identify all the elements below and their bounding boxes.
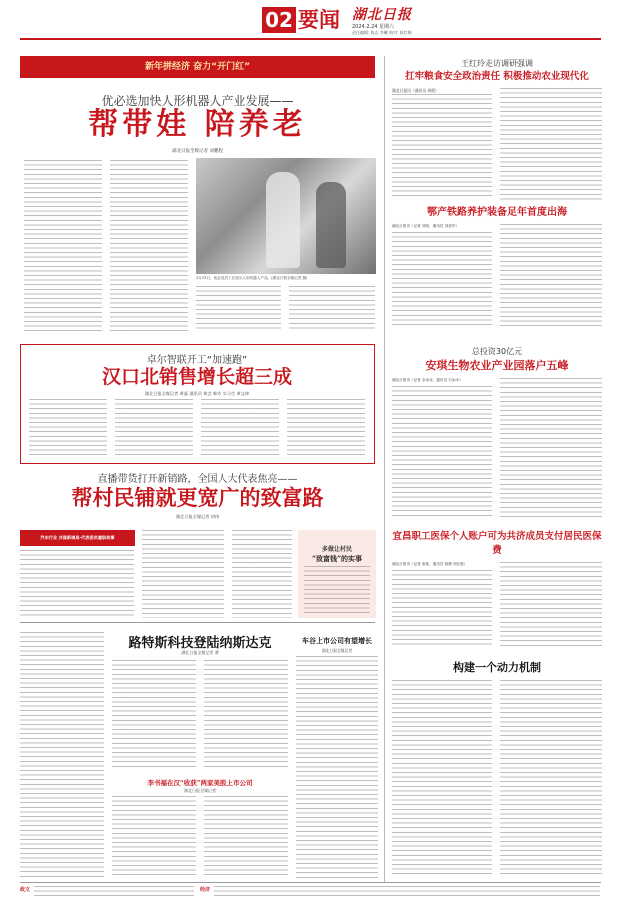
right-top-byline: 湖北日报讯（通讯员 周霞）: [392, 88, 439, 93]
section-title: 要闻: [298, 7, 340, 32]
feature-banner-text: 汽车行业 共谋新调局·代表委员履职故事: [40, 535, 115, 540]
footer-rule: [20, 882, 601, 883]
page-number: 02: [262, 7, 296, 33]
main-column-divider: [384, 56, 385, 882]
inset-title: “致富钱”的实事: [311, 554, 363, 563]
robot-figure-shape: [266, 172, 300, 268]
story-2-headline: 汉口北销售增长超三成: [101, 366, 292, 388]
masthead: [0, 0, 621, 40]
story-5-byline: 湖北日报全媒记者: [321, 648, 353, 653]
footer-text-right: [214, 886, 600, 896]
story-3-headline: 帮村民铺就更宽广的致富路: [71, 485, 324, 510]
issue-date: 2024.2.24 星期六: [352, 24, 395, 30]
story-2-col-2: [115, 399, 193, 459]
right-3-byline: 湖北日报讯（记者 余冰冰、通讯员 石冰冰）: [392, 378, 463, 382]
right-top-col-1: [392, 94, 492, 200]
lead-body-col-4: [289, 286, 375, 332]
right-2-headline: 鄂产铁路养护装备足年首度出海: [427, 207, 567, 218]
story-3-byline: 湖北日报全媒记者 胡伟: [175, 514, 220, 519]
right-4-byline: 湖北日报讯（记者 欢欢、通讯员 薛薇 刘红艳）: [392, 562, 468, 566]
story-4-headline: 路特斯科技登陆纳斯达克: [128, 636, 272, 651]
story-3-col-3: [232, 530, 292, 618]
right-3-col-2: [500, 378, 602, 518]
right-5-headline: 构建一个动力机制: [453, 661, 541, 674]
footer-text-left: [34, 886, 194, 896]
masthead-rule: [20, 38, 601, 40]
right-2-byline: 湖北日报讯（记者 刘明、通讯员 刘爱华）: [392, 224, 459, 228]
story-3-col-1: [20, 550, 134, 618]
right-top-kicker: 王红玲走访调研强调: [461, 59, 533, 68]
right-3-kicker: 总投资30亿元: [471, 347, 523, 356]
lead-headline: 帮带娃 陪养老: [88, 107, 307, 142]
feature-banner: [20, 530, 135, 546]
story-6-byline: 湖北日报全媒记者: [184, 788, 216, 793]
right-2-col-1: [392, 232, 492, 328]
inset-kicker: 多做让村民: [321, 546, 352, 553]
paper-name-logo: 湖北日报: [352, 7, 412, 23]
feature-inset: [298, 530, 376, 618]
story-4-col-1: [112, 660, 196, 770]
lead-body-col-1: [24, 160, 102, 332]
footer-label-middle: 经济: [200, 887, 211, 893]
lead-body-col-2: [110, 160, 188, 332]
story-6-kicker: 李书福在汉“收获”两家美股上市公司: [147, 779, 253, 787]
right-4-col-2: [500, 562, 602, 648]
right-top-col-2: [500, 88, 602, 200]
campaign-banner: [20, 56, 375, 78]
right-4-col-1: [392, 570, 492, 648]
right-4-headline: 宜昌职工医保个人账户可为共济成员支付居民医保费: [392, 531, 602, 556]
lead-byline: 湖北日报全媒记者 刘鹏程: [172, 149, 223, 154]
right-5-col-1: [392, 680, 492, 878]
story-5-body: [296, 656, 378, 878]
right-5-col-2: [500, 680, 602, 878]
story-2-box: [20, 344, 375, 464]
story-4-col-2: [204, 660, 288, 770]
story-5-headline: 车谷上市公司有望增长: [302, 636, 372, 645]
lead-body-col-3: [196, 286, 281, 332]
story-6-col-2: [204, 796, 288, 878]
lead-photo: [196, 158, 376, 274]
story-2-col-1: [29, 399, 107, 459]
editor-line: 责任编辑: 陈志 李曦 校对: 陆红梅: [352, 30, 412, 35]
right-2-col-2: [500, 224, 602, 328]
section-divider: [20, 622, 375, 623]
story-3-kicker: 直播带货打开新销路，全国人大代表焦亮——: [97, 474, 298, 485]
robot-figure-shape: [316, 182, 346, 268]
story-2-col-4: [287, 399, 365, 459]
story-4-byline: 湖北日报全媒记者 谭: [181, 650, 219, 655]
right-3-headline: 安琪生物农业产业园落户五峰: [425, 359, 569, 372]
story-4-left-col: [20, 632, 104, 878]
banner-slogan: 新年拼经济 奋力“开门红”: [145, 62, 250, 72]
story-2-byline: 湖北日报全媒记者 黄磊 通讯员 黄芸 韩芳 实习生 黄文坤: [144, 391, 250, 396]
story-2-col-3: [201, 399, 279, 459]
footer-label-left: 政文: [20, 887, 31, 893]
inset-body: [304, 566, 370, 614]
story-2-kicker: 卓尔智联开工“加速跑”: [146, 355, 248, 366]
right-3-col-1: [392, 386, 492, 518]
story-3-col-2: [142, 530, 224, 618]
right-top-headline: 扛牢粮食安全政治责任 积极推动农业现代化: [405, 71, 589, 82]
lead-kicker: 优必选加快人形机器人产业发展——: [101, 94, 294, 108]
lead-photo-caption: 2月23日，优必选员工在展示人形机器人产品。(湖北日报全媒记者 摄): [196, 276, 308, 280]
story-6-col-1: [112, 796, 196, 878]
